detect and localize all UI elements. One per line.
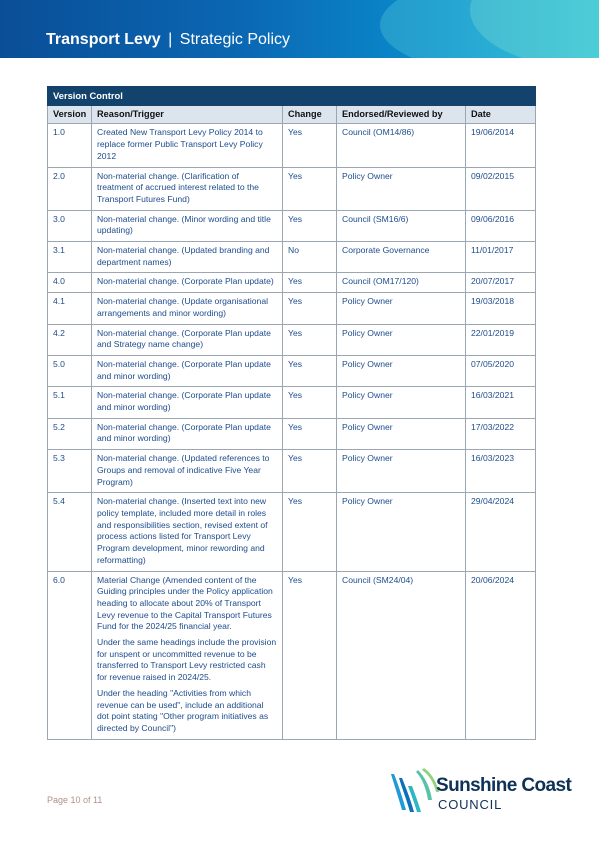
cell-endorsed: Policy Owner [337,418,466,449]
cell-endorsed: Corporate Governance [337,242,466,273]
cell-version: 4.2 [48,324,92,355]
cell-change: Yes [283,387,337,418]
table-title-row [48,87,536,106]
sunshine-coast-wave-icon [388,766,440,818]
title-separator: | [168,31,173,48]
cell-endorsed: Policy Owner [337,355,466,386]
cell-endorsed: Council (OM17/120) [337,273,466,293]
cell-date: 22/01/2019 [466,324,536,355]
table-row [48,293,536,324]
cell-date: 11/01/2017 [466,242,536,273]
title-bold: Transport Levy [46,31,161,48]
cell-reason [92,273,283,293]
column-header-version: Version [48,105,92,124]
table-row [48,493,536,571]
cell-change: Yes [283,210,337,241]
table-row [48,273,536,293]
cell-endorsed: Council (SM24/04) [337,571,466,739]
cell-version: 4.0 [48,273,92,293]
cell-endorsed: Policy Owner [337,167,466,210]
table-row [48,167,536,210]
cell-change: Yes [283,493,337,571]
cell-change: Yes [283,418,337,449]
cell-date: 20/06/2024 [466,571,536,739]
cell-date: 07/05/2020 [466,355,536,386]
cell-version: 5.2 [48,418,92,449]
cell-reason [92,324,283,355]
cell-endorsed: Policy Owner [337,324,466,355]
table-row [48,124,536,167]
reason-paragraph: Non-material change. (Minor wording and title updating) [97,213,271,236]
cell-version: 6.0 [48,571,92,739]
cell-endorsed: Council (SM16/6) [337,210,466,241]
version-control-table [47,86,536,740]
cell-reason [92,293,283,324]
reason-paragraph: Material Change (Amended content of the Guiding principles under the Policy application heading to allocate about 20% of Transport Levy revenue to the Capital Transport Futures Fund for the 2024/25 financial year. [97,574,273,632]
cell-change: Yes [283,450,337,493]
cell-date: 19/06/2014 [466,124,536,167]
reason-paragraph: Under the heading "Activities from which revenue can be used", include an additional dot point stating "Other program initiatives as directed by Council") [97,687,269,733]
cell-version: 1.0 [48,124,92,167]
cell-version: 5.0 [48,355,92,386]
cell-reason [92,571,283,739]
header-band [0,0,599,58]
cell-change: Yes [283,293,337,324]
cell-reason [92,355,283,386]
cell-version: 3.0 [48,210,92,241]
cell-reason [92,493,283,571]
cell-reason [92,242,283,273]
cell-endorsed: Policy Owner [337,293,466,324]
cell-change: No [283,242,337,273]
title-normal: Strategic Policy [179,31,291,48]
column-header-change: Change [283,105,337,124]
table-row [48,210,536,241]
table-title: Version Control [48,87,536,106]
table-row [48,324,536,355]
cell-change: Yes [283,571,337,739]
cell-reason [92,450,283,493]
reason-paragraph: Non-material change. (Updated branding and department names) [97,245,270,267]
council-logo [388,766,578,818]
page-number: Page 10 of 11 [47,795,103,805]
cell-date: 17/03/2022 [466,418,536,449]
table-row [48,387,536,418]
cell-change: Yes [283,124,337,167]
table-row [48,418,536,449]
cell-endorsed: Policy Owner [337,387,466,418]
cell-version: 5.4 [48,493,92,571]
cell-date: 09/02/2015 [466,167,536,210]
cell-date: 20/07/2017 [466,273,536,293]
logo-text-line1: Sunshine Coast [436,775,572,796]
cell-version: 4.1 [48,293,92,324]
reason-paragraph: Non-material change. (Inserted text into new policy template, included more detail in roles and responsibilities section, revised extent of process actions listed for Transport Levy Program development, minor rewording and reformatting) [97,496,268,565]
cell-version: 5.3 [48,450,92,493]
cell-reason [92,167,283,210]
cell-endorsed: Council (OM14/86) [337,124,466,167]
column-header-date: Date [466,105,536,124]
reason-paragraph: Non-material change. (Clarification of treatment of accrued interest related to the Transport Futures Fund) [97,170,259,204]
column-header-endorsed: Endorsed/Reviewed by [337,105,466,124]
cell-reason [92,124,283,167]
cell-reason [92,210,283,241]
cell-date: 16/03/2021 [466,387,536,418]
table-row [48,571,536,739]
reason-paragraph: Non-material change. (Corporate Plan update and minor wording) [97,421,271,444]
reason-paragraph: Under the same headings include the provision for unspent or uncommitted revenue to be transferred to Transport Levy restricted cash for revenue raised in 2024/25. [97,637,277,683]
table-row [48,355,536,386]
cell-endorsed: Policy Owner [337,450,466,493]
reason-paragraph: Non-material change. (Corporate Plan update and Strategy name change) [97,327,271,350]
cell-date: 29/04/2024 [466,493,536,571]
cell-date: 16/03/2023 [466,450,536,493]
cell-version: 5.1 [48,387,92,418]
cell-reason [92,418,283,449]
cell-change: Yes [283,167,337,210]
table-body [48,124,536,739]
column-header-reason: Reason/Trigger [92,105,283,124]
reason-paragraph: Non-material change. (Corporate Plan update) [97,276,274,287]
reason-paragraph: Non-material change. (Update organisational arrangements and minor wording) [97,296,269,318]
document-title [46,31,290,49]
cell-endorsed: Policy Owner [337,493,466,571]
reason-paragraph: Non-material change. (Updated references to Groups and removal of indicative Five Year Program) [97,453,270,487]
table-row [48,450,536,493]
cell-date: 19/03/2018 [466,293,536,324]
cell-change: Yes [283,324,337,355]
cell-version: 3.1 [48,242,92,273]
logo-text-line2: COUNCIL [438,797,503,812]
cell-date: 09/06/2016 [466,210,536,241]
reason-paragraph: Created New Transport Levy Policy 2014 to replace former Public Transport Levy Policy 2012 [97,127,263,161]
table-header-row [48,105,536,124]
table-row [48,242,536,273]
cell-version: 2.0 [48,167,92,210]
reason-paragraph: Non-material change. (Corporate Plan update and minor wording) [97,358,271,381]
reason-paragraph: Non-material change. (Corporate Plan update and minor wording) [97,390,271,413]
cell-reason [92,387,283,418]
cell-change: Yes [283,273,337,293]
cell-change: Yes [283,355,337,386]
